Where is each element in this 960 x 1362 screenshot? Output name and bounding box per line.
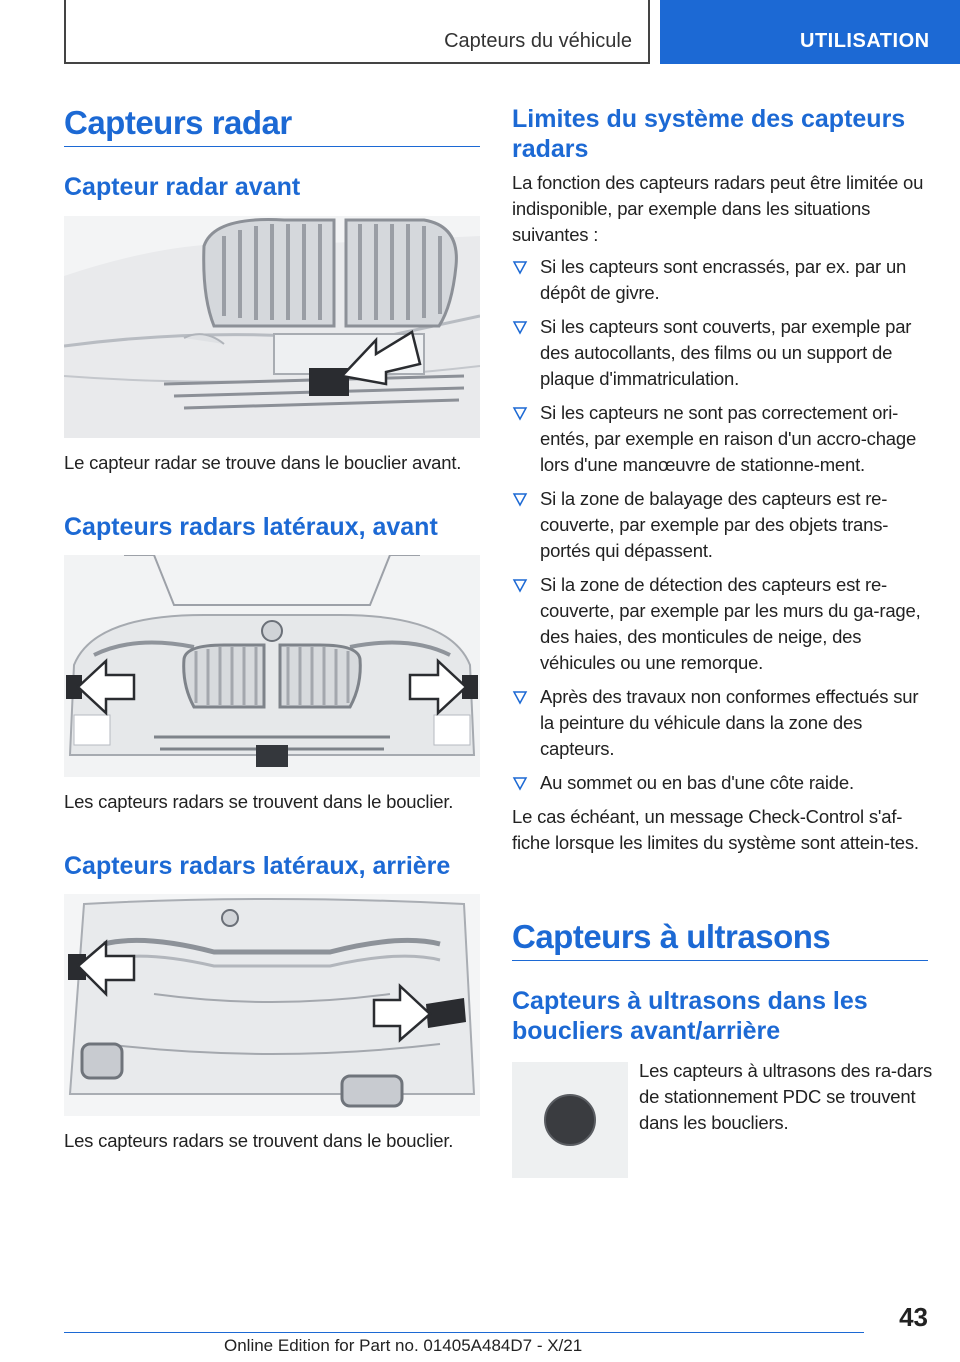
footer-edition: Online Edition for Part no. 01405A484D7 - X/21 — [224, 1336, 583, 1355]
title-rule — [64, 146, 480, 147]
figure-front-radar — [64, 216, 480, 438]
radar-limits-intro: La fonction des capteurs radars peut être limitée ou indisponible, par exemple dans les situations suivantes : — [512, 172, 924, 245]
caption-side-front-radar: Les capteurs radars se trouvent dans le bouclier. — [64, 791, 454, 812]
list-item — [512, 254, 928, 306]
figure-side-front-radar — [64, 555, 480, 777]
list-item — [512, 486, 928, 564]
radar-limits-list — [512, 254, 928, 804]
triangle-bullet-icon — [512, 575, 528, 595]
list-item — [512, 572, 928, 676]
heading-side-rear-radar: Capteurs radars latéraux, arrière — [64, 852, 451, 880]
triangle-bullet-icon — [512, 403, 528, 423]
triangle-bullet-icon — [512, 687, 528, 707]
caption-side-rear-radar: Les capteurs radars se trouvent dans le bouclier. — [64, 1130, 454, 1151]
list-item — [512, 684, 928, 762]
list-item-text: Si les capteurs ne sont pas correctement ori‐entés, par exemple en raison d'un accro‐chage lors d'une manœuvre de stationne‐ment. — [540, 402, 917, 475]
title-rule — [512, 960, 928, 961]
title-ultrasonic-sensors: Capteurs à ultrasons — [512, 918, 831, 955]
list-item-text: Si la zone de détection des capteurs est re‐couverte, par exemple par les murs du ga‐rage, des haies, des monticules de neige, des véhicules ou une remorque. — [540, 574, 921, 673]
list-item-text: Après des travaux non conformes effectués sur la peinture du véhicule dans la zone des capteurs. — [540, 686, 919, 759]
footer-rule — [64, 1332, 864, 1333]
triangle-bullet-icon — [512, 257, 528, 277]
header-section-title: Capteurs du véhicule — [444, 30, 632, 52]
triangle-bullet-icon — [512, 317, 528, 337]
list-item-text: Si les capteurs sont encrassés, par ex. par un dépôt de givre. — [540, 256, 907, 303]
triangle-bullet-icon — [512, 773, 528, 793]
list-item-text: Si la zone de balayage des capteurs est re‐couverte, par exemple par des objets trans‐portés qui dépassent. — [540, 488, 889, 561]
list-item — [512, 770, 928, 796]
heading-front-radar: Capteur radar avant — [64, 173, 301, 201]
triangle-bullet-icon — [512, 489, 528, 509]
heading-ultrasonic-bumpers: Capteurs à ultrasons dans les boucliers avant/arrière — [512, 987, 868, 1045]
caption-front-radar: Le capteur radar se trouve dans le bouclier avant. — [64, 452, 462, 473]
figure-ultrasonic-sensor — [512, 1062, 628, 1178]
list-item-text: Si les capteurs sont couverts, par exemple par des autocollants, des films ou un support de plaque d'immatriculation. — [540, 316, 912, 389]
heading-radar-limits: Limites du système des capteurs radars — [512, 105, 906, 163]
heading-side-front-radar: Capteurs radars latéraux, avant — [64, 513, 438, 541]
title-radar-sensors: Capteurs radar — [64, 104, 292, 141]
header-chapter-tab — [660, 0, 960, 64]
figure-side-rear-radar — [64, 894, 480, 1116]
header-section-box — [64, 0, 650, 64]
list-item — [512, 314, 928, 392]
list-item-text: Au sommet ou en bas d'une côte raide. — [540, 772, 854, 793]
list-item — [512, 400, 928, 478]
page-number: 43 — [899, 1302, 928, 1332]
radar-limits-note: Le cas échéant, un message Check-Control s'af‐fiche lorsque les limites du système sont attein‐tes. — [512, 806, 919, 853]
header-chapter-title: UTILISATION — [800, 30, 930, 52]
ultrasonic-text: Les capteurs à ultrasons des ra‐dars de stationnement PDC se trouvent dans les boucliers. — [639, 1060, 933, 1133]
